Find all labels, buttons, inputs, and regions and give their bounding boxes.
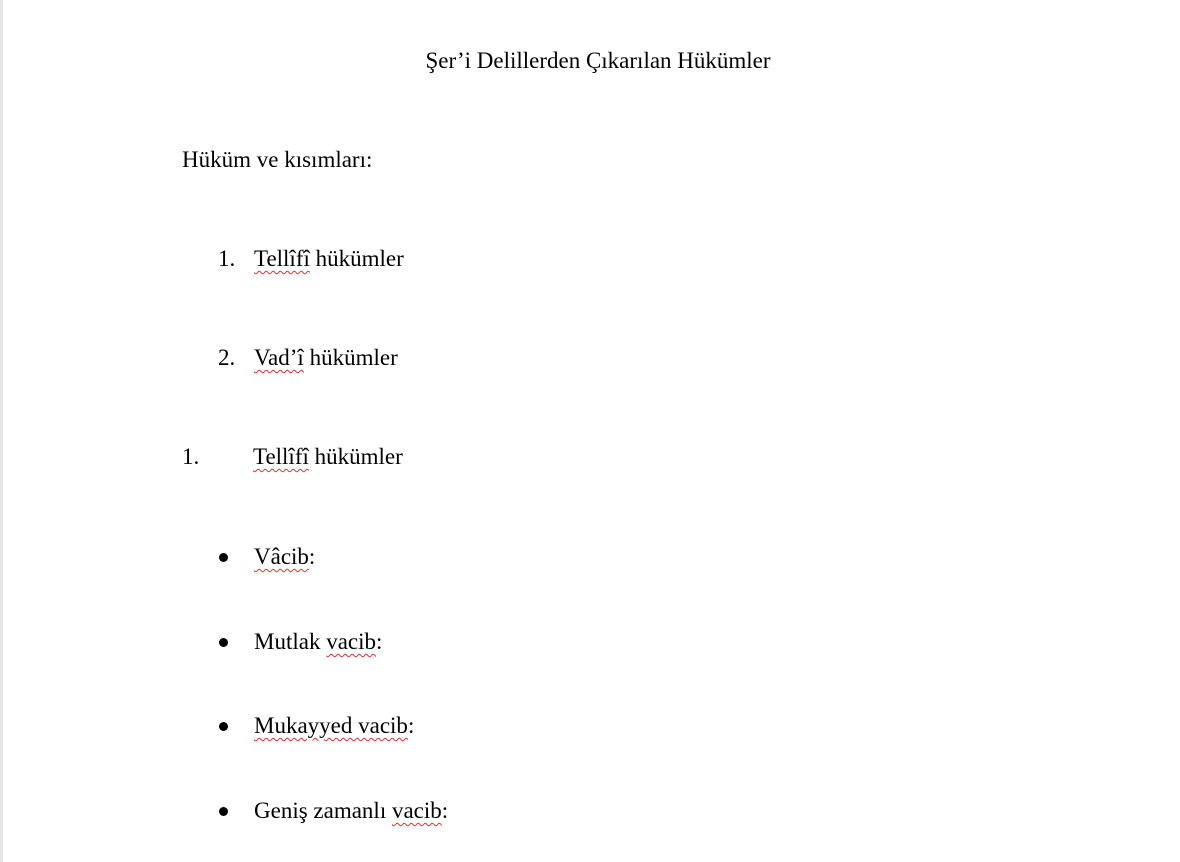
misspelled-word[interactable]: Tellîfî [254, 246, 310, 271]
bullet-item-2[interactable] [254, 628, 382, 656]
section-heading: Hüküm ve kısımları: [182, 147, 373, 172]
bullet-text-post: : [441, 798, 449, 823]
document-title: Şer’i Delillerden Çıkarılan Hükümler [425, 48, 771, 73]
section-number: 1. [182, 444, 200, 469]
bullet-icon [219, 807, 228, 816]
bullet-text-pre: Geniş zamanlı [254, 798, 392, 823]
misspelled-word[interactable]: Vâcib [254, 544, 309, 569]
misspelled-word[interactable]: vacib [391, 798, 442, 823]
bullet-icon [219, 638, 228, 647]
bullet-text-post: : [376, 629, 383, 654]
bullet-item-3[interactable] [254, 712, 414, 740]
bullet-item-4[interactable] [254, 797, 448, 825]
bullet-icon [219, 722, 228, 731]
bullet-text-pre: Mutlak [254, 629, 327, 654]
misspelled-word[interactable]: Vad’î [254, 345, 304, 370]
list-number-2: 2. [218, 345, 236, 370]
bullet-icon [219, 553, 228, 562]
list-item-1[interactable] [254, 245, 404, 273]
misspelled-word[interactable]: Tellîfî [253, 444, 309, 469]
list-number-1: 1. [218, 246, 236, 271]
misspelled-word[interactable]: vacib [326, 629, 377, 654]
section-title[interactable] [253, 443, 403, 471]
list-item-text: hükümler [303, 345, 398, 370]
list-item-2[interactable] [254, 344, 398, 372]
section-title-text: hükümler [308, 444, 403, 469]
bullet-text-post: : [407, 713, 415, 738]
bullet-item-1[interactable] [254, 543, 315, 571]
misspelled-word[interactable]: Mukayyed vacib [254, 713, 408, 738]
bullet-text-post: : [308, 544, 316, 569]
page-edge [0, 0, 3, 862]
list-item-text: hükümler [309, 246, 404, 271]
